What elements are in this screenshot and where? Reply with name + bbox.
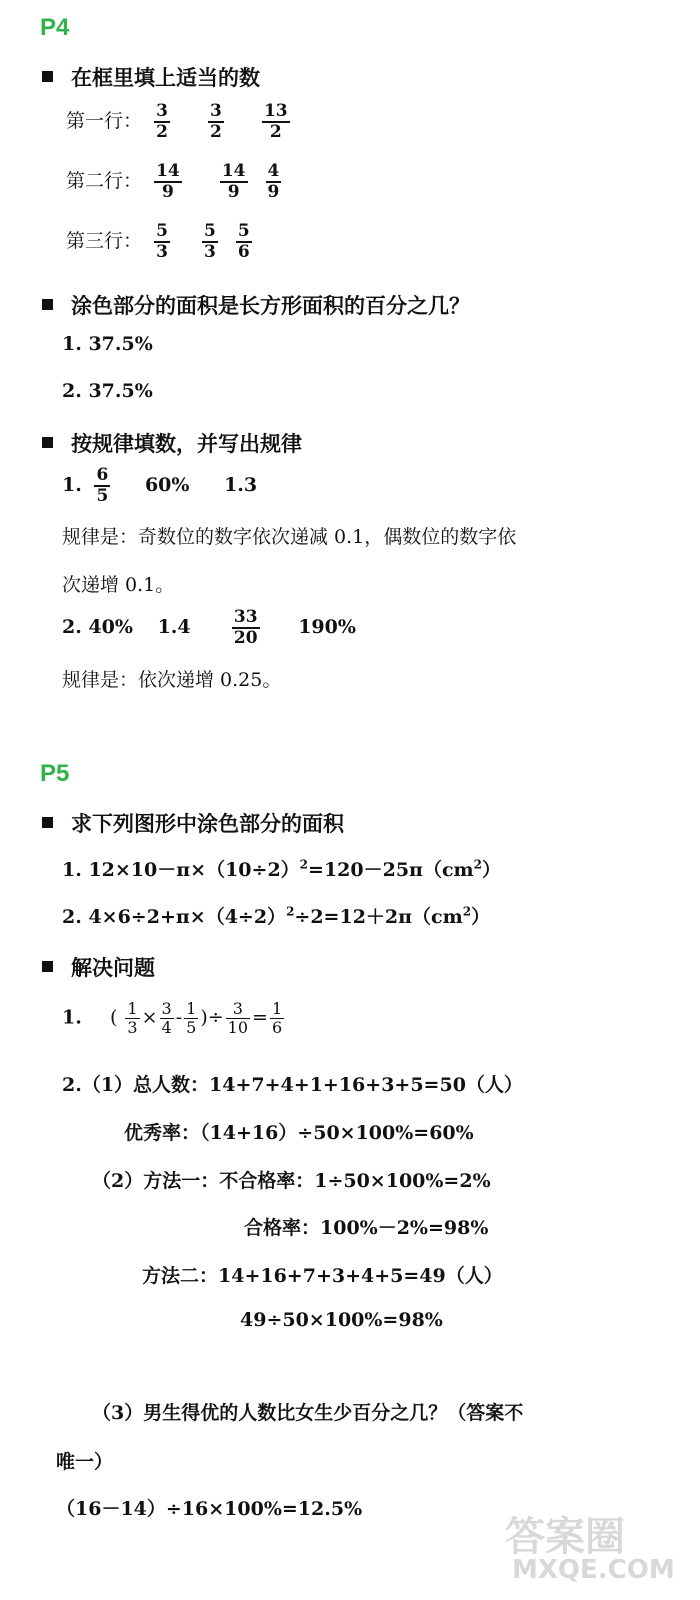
fraction: $\frac{1}{6}$ — [271, 999, 283, 1037]
fraction: $\frac{3}{2}$ — [210, 101, 222, 142]
heading-text: 按规律填数，并写出规律 — [71, 432, 302, 456]
fraction: $\frac{13}{2}$ — [263, 101, 288, 142]
pattern-answer-2: 2. 40% 1.4 $\frac{33}{20}$ 190% — [62, 607, 356, 648]
rule-text-2: 规律是：依次递增 0.25。 — [62, 669, 282, 691]
row-1 — [66, 102, 296, 142]
section-heading-shaded-area-percent — [42, 290, 470, 320]
row-label: 第二行： — [66, 170, 143, 192]
pattern-answer-1: 1. $\frac{6}{5}$ 60% 1.3 — [62, 465, 258, 506]
solve-line-8: 唯一） — [56, 1451, 114, 1473]
square-bullet-icon — [42, 437, 53, 448]
fraction: $\frac{14}{9}$ — [221, 161, 246, 202]
heading-text: 在框里填上适当的数 — [71, 66, 260, 90]
rule-text-cont: 次递增 0.1。 — [62, 574, 175, 596]
solve-line-9: （16－14）÷16×100%=12.5% — [56, 1498, 363, 1520]
fraction: $\frac{1}{3}$ — [127, 999, 138, 1037]
watermark-logo: 答案圈 — [505, 1514, 625, 1560]
solve-line-3: （2）方法一：不合格率：1÷50×100%=2% — [92, 1170, 491, 1192]
section-heading-shaded-area — [42, 808, 344, 838]
row-label: 第三行： — [66, 230, 143, 252]
watermark-url: MXQE.COM — [512, 1555, 675, 1585]
section-heading-pattern — [42, 428, 302, 458]
page-label-p5: P5 — [40, 760, 70, 787]
solve-line-7: （3）男生得优的人数比女生少百分之几？（答案不 — [92, 1402, 524, 1424]
fraction: $\frac{3}{2}$ — [156, 101, 168, 142]
fraction: $\frac{5}{3}$ — [156, 221, 168, 262]
heading-text: 求下列图形中涂色部分的面积 — [71, 812, 344, 836]
page-label-p4: P4 — [40, 14, 70, 41]
row-3 — [66, 222, 258, 262]
solve-line-2: 优秀率：（14+16）÷50×100%=60% — [124, 1122, 474, 1144]
rule-text: 规律是：奇数位的数字依次递减 0.1，偶数位的数字依 — [62, 526, 517, 548]
heading-text: 解决问题 — [71, 956, 155, 980]
square-bullet-icon — [42, 71, 53, 82]
fraction: $\frac{4}{9}$ — [267, 161, 280, 202]
area-formula-1: 1. $12\times 10-\pi\times(10\div 2)^2=120-25\pi(cm^2)$ — [62, 857, 502, 881]
fraction: $\frac{3}{4}$ — [161, 999, 172, 1037]
fraction: $\frac{3}{10}$ — [227, 999, 249, 1037]
solve-line-5: 方法二：14+16+7+3+4+5=49（人） — [142, 1265, 503, 1287]
square-bullet-icon — [42, 817, 53, 828]
heading-text: 涂色部分的面积是长方形面积的百分之几？ — [71, 294, 470, 318]
row-label: 第一行： — [66, 110, 143, 132]
square-bullet-icon — [42, 961, 53, 972]
fraction: $\frac{14}{9}$ — [156, 161, 180, 202]
fraction: $\frac{5}{6}$ — [237, 221, 250, 262]
square-bullet-icon — [42, 299, 53, 310]
solve-expression-1: 1. ( $\frac{1}{3}$ × $\frac{3}{4}$ - $\frac{1}{5}$ )÷ $\frac{3}{10}$ = $\frac{1}{6}$ — [62, 999, 283, 1037]
answer-line: 2. 37.5% — [62, 380, 153, 402]
solve-line-4: 合格率：100%－2%=98% — [244, 1217, 489, 1239]
solve-line-1: 2.（1）总人数：14+7+4+1+16+3+5=50（人） — [62, 1074, 523, 1096]
fraction: $\frac{5}{3}$ — [204, 221, 216, 262]
fraction: $\frac{1}{5}$ — [186, 999, 197, 1037]
answer-line: 1. 37.5% — [62, 333, 153, 355]
section-heading-fill-boxes — [42, 62, 260, 92]
area-formula-2: 2. $4\times 6\div 2+\pi\times(4\div 2)^2\div 2=12+2\pi(cm^2)$ — [62, 904, 491, 928]
fraction: $\frac{33}{20}$ — [233, 607, 258, 648]
solve-line-6: 49÷50×100%=98% — [240, 1309, 443, 1331]
section-heading-solve — [42, 952, 155, 982]
row-2 — [66, 162, 287, 202]
fraction: $\frac{6}{5}$ — [96, 465, 109, 506]
